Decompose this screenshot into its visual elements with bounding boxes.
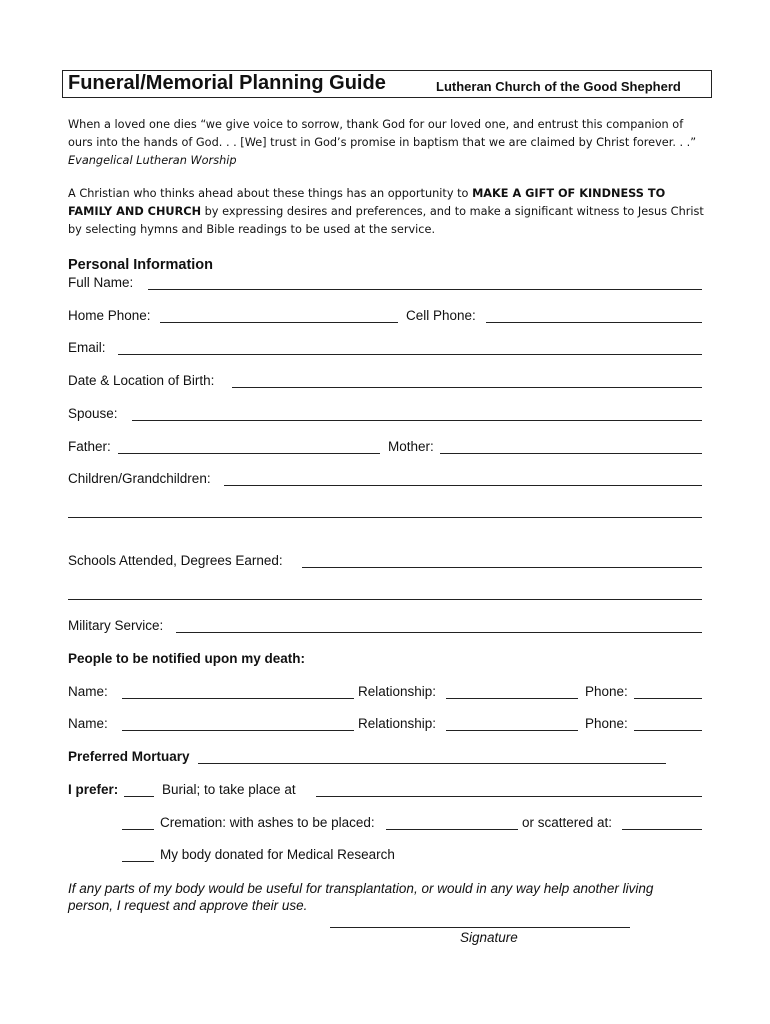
burial-check-field[interactable] (124, 796, 154, 797)
cremation-label: Cremation: with ashes to be placed: (160, 815, 375, 830)
spouse-label: Spouse: (68, 406, 118, 421)
father-field[interactable] (118, 453, 380, 454)
mother-label: Mother: (388, 439, 434, 454)
notify-relationship-field-2[interactable] (446, 730, 578, 731)
scattered-label: or scattered at: (522, 815, 613, 830)
intro-paragraph (68, 185, 704, 239)
notify-name-field-2[interactable] (122, 730, 354, 731)
prefer-label: I prefer: (68, 782, 119, 797)
donated-check-field[interactable] (122, 861, 154, 862)
notify-phone-field-2[interactable] (634, 730, 702, 731)
mortuary-label: Preferred Mortuary (68, 749, 190, 764)
ashes-placed-field[interactable] (386, 829, 518, 830)
notify-phone-label-2: Phone: (585, 716, 628, 731)
children-label: Children/Grandchildren: (68, 471, 211, 486)
spouse-field[interactable] (132, 420, 702, 421)
full-name-label: Full Name: (68, 275, 134, 290)
cell-phone-label: Cell Phone: (406, 308, 476, 323)
church-name: Lutheran Church of the Good Shepherd (436, 79, 681, 94)
mortuary-field[interactable] (198, 763, 666, 764)
schools-field[interactable] (302, 567, 702, 568)
birth-field[interactable] (232, 387, 702, 388)
intro-source: Evangelical Lutheran Worship (68, 154, 237, 167)
donated-label: My body donated for Medical Research (160, 847, 395, 862)
cremation-check-field[interactable] (122, 829, 154, 830)
transplant-note: If any parts of my body would be useful for transplantation, or would in any way help another living person, I request and approve their use. (68, 881, 654, 913)
home-phone-field[interactable] (160, 322, 398, 323)
children-field[interactable] (224, 485, 702, 486)
email-field[interactable] (118, 354, 702, 355)
scattered-field[interactable] (622, 829, 702, 830)
notify-relationship-field-1[interactable] (446, 698, 578, 699)
schools-label: Schools Attended, Degrees Earned: (68, 553, 283, 568)
military-field[interactable] (176, 632, 702, 633)
schools-field-extra[interactable] (68, 599, 702, 600)
intro-para-pre: A Christian who thinks ahead about these things has an opportunity to (68, 187, 473, 200)
signature-field[interactable] (330, 927, 630, 928)
page-title: Funeral/Memorial Planning Guide (68, 72, 386, 94)
father-label: Father: (68, 439, 111, 454)
personal-info-title: Personal Information (68, 257, 214, 273)
intro-quote: When a loved one dies “we give voice to sorrow, thank God for our loved one, and entrust this companion of ours into the hands of God. . . [We] trust in God’s promise in baptism that we are claimed by Christ forever. . .” (68, 118, 697, 149)
burial-location-field[interactable] (316, 796, 702, 797)
cell-phone-field[interactable] (486, 322, 702, 323)
intro-para-post: by expressing desires and preferences, and to make a significant witness to Jesus Christ by selecting hymns and Bible readings to be used at the service. (68, 205, 704, 236)
birth-label: Date & Location of Birth: (68, 373, 215, 388)
home-phone-label: Home Phone: (68, 308, 151, 323)
notify-title: People to be notified upon my death: (68, 651, 306, 666)
notify-name-field-1[interactable] (122, 698, 354, 699)
notify-relationship-label-1: Relationship: (358, 684, 437, 699)
notify-phone-label-1: Phone: (585, 684, 628, 699)
full-name-field[interactable] (148, 289, 702, 290)
children-field-extra[interactable] (68, 517, 702, 518)
notify-name-label-2: Name: (68, 716, 108, 731)
notify-relationship-label-2: Relationship: (358, 716, 437, 731)
mother-field[interactable] (440, 453, 702, 454)
email-label: Email: (68, 340, 106, 355)
notify-name-label-1: Name: (68, 684, 108, 699)
intro-para-bold: MAKE A GIFT OF KINDNESS TO FAMILY AND CHURCH (68, 187, 666, 218)
military-label: Military Service: (68, 618, 164, 633)
intro-quote-block (68, 116, 704, 170)
burial-label: Burial; to take place at (162, 782, 296, 797)
notify-phone-field-1[interactable] (634, 698, 702, 699)
signature-label: Signature (460, 930, 518, 945)
